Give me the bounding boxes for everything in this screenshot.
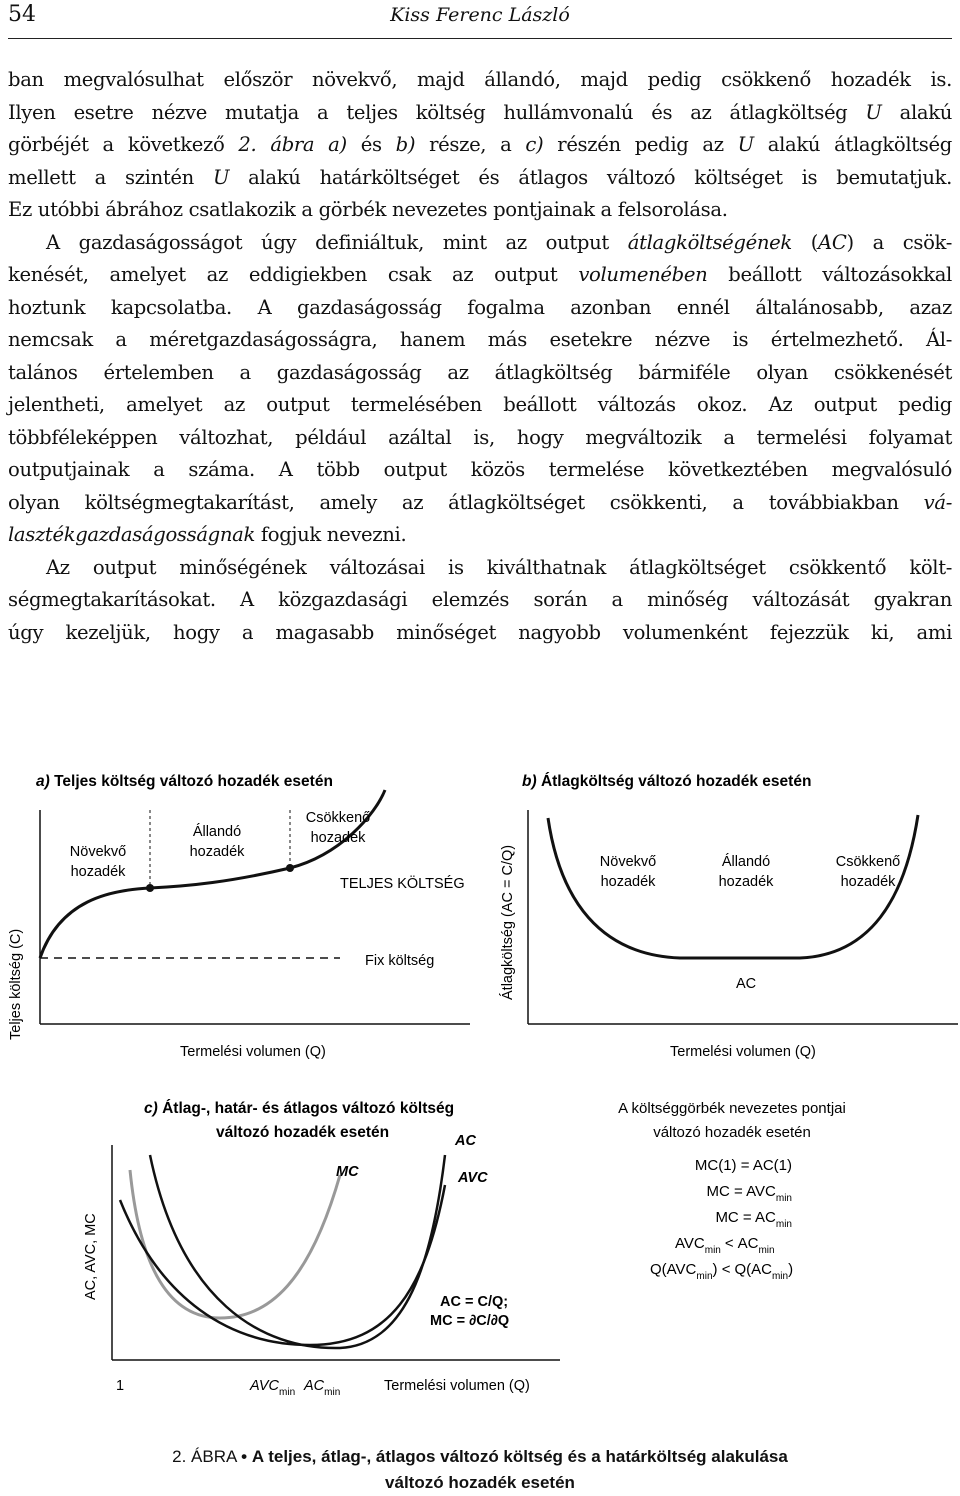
text-run: ( [810,230,819,254]
formula-ac: AC = C/Q; [440,1294,509,1310]
panel-c-ylabel: AC, AVC, MC [83,1213,99,1300]
caption-title-2: változó hozadék esetén [385,1473,575,1492]
region-label: Állandó [192,824,242,840]
region-label: hozadék [840,874,896,890]
caption-label: 2. ÁBRA [172,1447,237,1466]
italic-run: volumenében [578,263,708,286]
text-line: jelentheti, amelyet az output termelésében beállott változás okoz. Az output pedig [8,393,952,416]
text-line [8,129,952,162]
text-run: beállott változásokkal [728,263,952,286]
region-label: hozadék [189,844,245,860]
running-head: Kiss Ferenc László [390,4,570,26]
text-line: hoztunk kapcsolatba. A gazdaságosság fogalma azonban ennél általánosabb, azaz [8,295,952,319]
formula-mc: MC = ∂C/∂Q [430,1313,510,1329]
point-row-3: MC = $AC_{min}$ [715,1209,792,1230]
region-label: Csökkenő [305,810,371,826]
inflection-point [286,864,294,872]
text-run: fogjuk nevezni. [260,523,407,546]
points-title-line1: A költséggörbék nevezetes pontjai [618,1100,846,1117]
page-number: 54 [8,2,36,27]
paragraph-2 [8,227,952,552]
italic-run: c) [525,133,544,156]
text-line [8,97,952,130]
panel-b-title: b) Átlagköltség változó hozadék esetén [522,773,812,790]
text-run: görbéjét a következő [8,133,225,156]
region-label: Növekvő [599,854,657,870]
italic-run: U [737,133,754,156]
region-label: hozadék [718,874,774,890]
text-line [8,227,952,260]
ac-curve-label: AC [736,976,757,992]
special-points [618,1100,846,1282]
text-run: alakú határköltséget és átlagos változó költséget is bemutatjuk. [248,165,952,189]
panel-c-title-line2: változó hozadék esetén [216,1124,390,1141]
italic-run: U [865,100,882,124]
text-run: olyan költségmegtakarítást, amely az átlagköltséget csökkenti, a továbbiakban [8,490,899,514]
ac-curve [150,1155,445,1348]
region-label: Növekvő [69,844,127,860]
mc-label: MC [336,1164,359,1180]
text-run: része, a [429,133,512,156]
italic-run: átlagköltségének [627,230,792,254]
figure-caption [0,1444,960,1496]
italic-run: U [212,165,230,189]
text-line: talános értelemben a gazdaságosság az átlagköltség bármiféle olyan csökkenését [8,360,952,384]
text-run: A gazdaságosságot úgy definiáltuk, mint az output [46,230,609,254]
panel-c-xlabel: Termelési volumen (Q) [384,1378,530,1394]
caption-line-1 [0,1444,960,1470]
point-row-2: MC = $AVC_{min}$ [706,1183,792,1204]
body-text [8,64,952,649]
text-run: alakú [899,100,952,124]
text-line: outputjainak a száma. A több output közös termelése következtében megvalósuló [8,458,952,481]
panel-b-xlabel: Termelési volumen (Q) [670,1044,816,1060]
ac-label: AC [455,1133,476,1149]
panel-c [83,1100,560,1398]
point-row-5: $Q(AVC_{min}) < Q(AC_{min})$ [650,1261,794,1282]
paragraph-1 [8,64,952,227]
x-tick-1: 1 [116,1378,125,1394]
italic-run: 2. ábra a) [238,133,347,156]
caption-line-2 [0,1470,960,1496]
avc-curve [120,1185,445,1345]
text-run: és [360,133,382,156]
header-rule [8,38,952,39]
fixed-cost-label: Fix költség [365,953,435,969]
text-run: részén pedig az [557,133,724,156]
italic-run: AC [818,230,847,254]
text-line: Az output minőségének változásai is kiválthatnak átlagköltséget csökkentő költ- [46,555,952,579]
point-row-1: MC(1) = AC(1) [694,1157,792,1174]
text-line: ségmegtakarításokat. A közgazdasági elemzés során a minőség változását gyakran [8,588,952,611]
figure-2 [0,740,960,1440]
total-cost-label: TELJES KÖLTSÉG [340,876,465,892]
panel-a [8,773,470,1060]
mc-curve [130,1170,340,1318]
paragraph-3 [8,552,952,650]
region-label: hozadék [70,864,126,880]
text-run: kenését, amelyet az eddigiekben csak az output [8,263,558,286]
points-title-line2: változó hozadék esetén [653,1124,811,1141]
x-tick-acmin: $AC_{min}$ [304,1378,341,1398]
caption-bullet: • [241,1447,248,1466]
text-line [8,519,952,552]
panel-a-title: a) Teljes költség változó hozadék esetén [36,773,333,790]
text-run: mellett a szintén [8,165,194,189]
text-line [8,487,952,520]
text-run: alakú átlagköltség [767,133,952,156]
panel-c-title-line1: c) Átlag-, határ- és átlagos változó költség [144,1100,455,1117]
text-line: nemcsak a méretgazdaságosságra, hanem más esetekre nézve is értelmezhető. Ál- [8,328,952,351]
avc-label: AVC [458,1170,488,1186]
caption-title: A teljes, átlag-, átlagos változó költség és a határköltség alakulása [251,1447,788,1466]
region-label: Csökkenő [835,854,901,870]
text-line: Ez utóbbi ábrához csatlakozik a görbék nevezetes pontjainak a felsorolása. [8,198,728,221]
text-run: Ilyen esetre nézve mutatja a teljes költség hullámvonalú és az átlagköltség [8,100,848,124]
text-line: úgy kezeljük, hogy a magasabb minőséget nagyobb volumenként fejezzük ki, ami [8,620,952,644]
x-tick-avcmin: $AVC_{min}$ [250,1378,296,1398]
point-row-4: $AVC_{min} < AC_{min}$ [675,1235,775,1256]
text-line [8,259,952,292]
italic-run: vá- [923,490,952,514]
italic-run: lasztékgazdaságosságnak [8,523,255,546]
text-line [8,162,952,195]
region-label: hozadék [600,874,656,890]
italic-run: b) [395,133,416,156]
inflection-point [146,884,154,892]
text-line: többféleképpen változhat, például azáltal is, hogy megváltozik a termelési folyamat [8,425,952,449]
region-label: hozadék [310,830,366,846]
panel-b [499,773,958,1060]
panel-a-xlabel: Termelési volumen (Q) [180,1044,326,1060]
panel-a-ylabel: Teljes költség (C) [8,928,24,1040]
panel-b-ylabel: Átlagköltség (AC = C/Q) [500,844,516,1000]
text-line: ban megvalósulhat először növekvő, majd állandó, majd pedig csökkenő hozadék is. [8,68,952,91]
region-label: Állandó [721,854,771,870]
text-run: ) a csök- [846,230,953,254]
